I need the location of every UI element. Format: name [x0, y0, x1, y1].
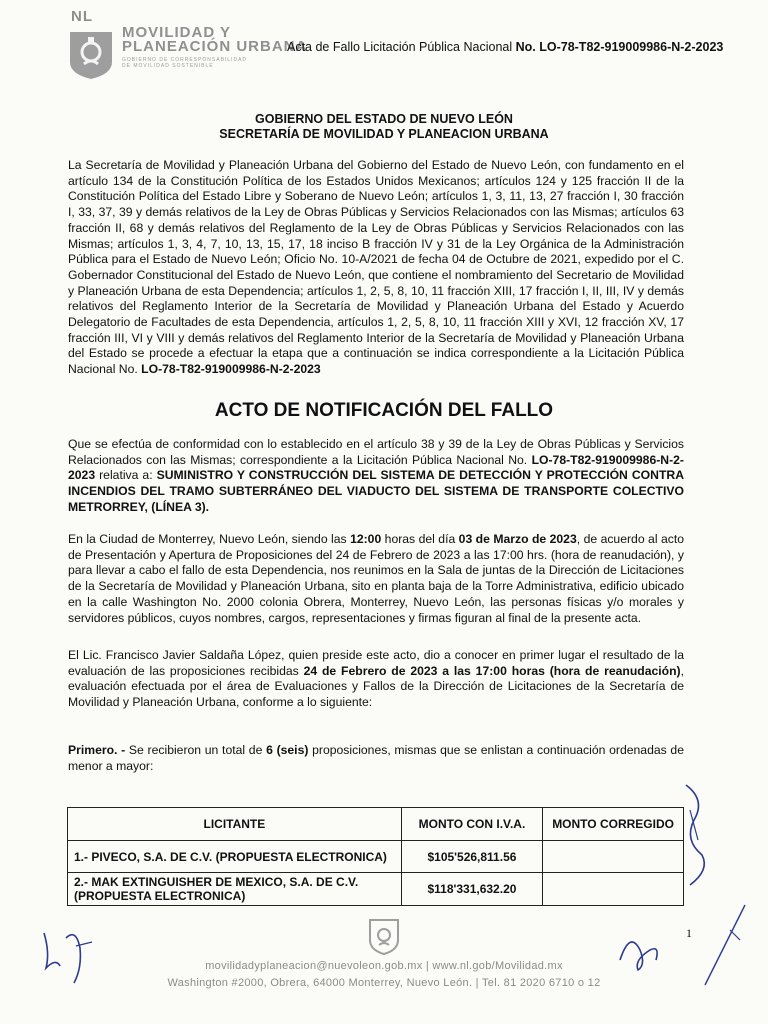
- proposals-count-paragraph: Primero. - Se recibieron un total de 6 (seis) proposiciones, mismas que se enlistan a continuación ordenadas de menor a mayor:: [68, 743, 684, 773]
- page-number: 1: [686, 926, 692, 940]
- logo-shield-icon: [68, 28, 114, 80]
- logo-nl-text: NL: [71, 8, 93, 25]
- logo-subtitle-1: GOBIERNO DE CORRESPONSABILIDAD: [122, 57, 248, 63]
- intro-paragraph: La Secretaría de Movilidad y Planeación Urbana del Gobierno del Estado de Nuevo León, con fundamento en el artículo 134 de la Constitución Política de los Estados Unidos Mexicanos; artículos 124 y 125 fracción II de la Constitución Política del Estado Libre y Soberano de Nuevo León; artículos 1, 3, 11, 13, 27 fracción I, 30 fracción I, 33, 37, 39 y demás relativos de la Ley de Obras Públicas y Servicios Relacionados con las Mismas; artículos 63 fracción II, 68 y demás relativos del Reglamento de la Ley de Obras Públicas y Servicios Relacionados con las Mismas; artículos 1, 3, 4, 7, 10, 13, 15, 17, 18 inciso B fracción IV y 31 de la Ley Orgánica de la Administración Pública para el Estado de Nuevo León; Oficio No. 10-A/2021 de fecha 04 de Octubre de 2021, expedido por el C. Gobernador Constitucional del Estado de Nuevo León, que contiene el nombramiento del Secretario de Movilidad y Planeación Urbana de esta Dependencia; artículos 1, 2, 5, 8, 10, 11 fracción XIII, 17 fracción I, II, III, IV y demás relativos del Reglamento Interior de la Secretaría de Movilidad y Planeación Urbana del Estado y Acuerdo Delegatorio de Facultades de esta Dependencia, artículos 1, 2, 5, 8, 10, 11 fracción XIII y XVI, 12 fracción XV, 17 fracción III, VI y VIII y demás relativos del Reglamento Interior de la Secretaría de Movilidad y Planeación Urbana del Estado se procede a efectuar la etapa que a continuación se indica correspondiente a la Licitación Pública Nacional No. LO-78-T82-919009986-N-2-2023: [68, 158, 684, 377]
- footer-address: Washington #2000, Obrera, 64000 Monterrey, Nuevo León. | Tel. 81 2020 6710 o 12: [167, 977, 601, 989]
- section-title: ACTO DE NOTIFICACIÓN DEL FALLO: [214, 400, 554, 421]
- table-row: [68, 873, 684, 906]
- cell-monto: $105'526,811.56: [401, 841, 542, 873]
- meeting-paragraph: En la Ciudad de Monterrey, Nuevo León, siendo las 12:00 horas del día 03 de Marzo de 2023, de acuerdo al acto de Presentación y Apertura de Proposiciones del 24 de Febrero de 2023 a las 17:00 hrs. (hora de reanudación), y para llevar a cabo el fallo de esta Dependencia, nos reunimos en la Sala de juntas de la Dirección de Licitaciones de la Secretaría de Movilidad y Planeación Urbana, sito en planta baja de la Torre Administrativa, edificio ubicado en la calle Washington No. 2000 colonia Obrera, Monterrey, Nuevo León, las personas físicas y/o morales y servidores públicos, cuyos nombres, cargos, representaciones y firmas figuran al final de la presente acta.: [68, 532, 684, 625]
- cell-licitante: 1.- PIVECO, S.A. DE C.V. (PROPUESTA ELECTRONICA): [68, 841, 402, 873]
- footer-logo-icon: [366, 916, 402, 956]
- government-heading: [0, 112, 768, 142]
- logo-subtitle-2: DE MOVILIDAD SOSTENIBLE: [122, 63, 214, 69]
- cell-corregido: [543, 841, 684, 873]
- bids-table: [67, 807, 684, 906]
- logo-line-1: MOVILIDAD Y: [122, 24, 232, 41]
- header-title: Acta de Fallo Licitación Pública Nacional No. LO-78-T82-919009986-N-2-2023: [287, 40, 724, 54]
- footer-contact: movilidadyplaneacion@nuevoleon.gob.mx | www.nl.gob/Movilidad.mx: [205, 960, 563, 972]
- government-line-2: SECRETARÍA DE MOVILIDAD Y PLANEACION URBANA: [219, 127, 549, 141]
- margin-signature-icon: [676, 780, 716, 890]
- table-row: [68, 841, 684, 873]
- cell-licitante: 2.- MAK EXTINGUISHER DE MEXICO, S.A. DE C.V. (PROPUESTA ELECTRONICA): [68, 873, 402, 906]
- table-header-row: [68, 808, 684, 841]
- conformity-paragraph: Que se efectúa de conformidad con lo establecido en el artículo 38 y 39 de la Ley de Obras Públicas y Servicios Relacionados con las Mismas; correspondiente a la Licitación Pública Nacional No. LO-78-T82-919009986-N-2-2023 relativa a: SUMINISTRO Y CONSTRUCCIÓN DEL SISTEMA DE DETECCIÓN Y PROTECCIÓN CONTRA INCENDIOS DEL TRAMO SUBTERRÁNEO DEL VIADUCTO DEL SISTEMA DE TRANSPORTE COLECTIVO METRORREY, (LÍNEA 3).: [68, 437, 684, 514]
- evaluation-paragraph: El Lic. Francisco Javier Saldaña López, quien preside este acto, dio a conocer en primer lugar el resultado de la evaluación de las proposiciones recibidas 24 de Febrero de 2023 a las 17:00 horas (hora de reanudación), evaluación efectuada por el área de Evaluaciones y Fallos de la Dirección de Licitaciones de la Secretaría de Movilidad y Planeación Urbana, conforme a lo siguiente:: [68, 648, 684, 710]
- header-monto-corregido: MONTO CORREGIDO: [543, 808, 684, 841]
- header-monto-iva: MONTO CON I.V.A.: [401, 808, 542, 841]
- header-licitante: LICITANTE: [68, 808, 402, 841]
- cell-monto: $118'331,632.20: [401, 873, 542, 906]
- logo-line-2: PLANEACIÓN URBANA: [122, 38, 308, 55]
- cell-corregido: [543, 873, 684, 906]
- government-line-1: GOBIERNO DEL ESTADO DE NUEVO LEÓN: [255, 112, 513, 126]
